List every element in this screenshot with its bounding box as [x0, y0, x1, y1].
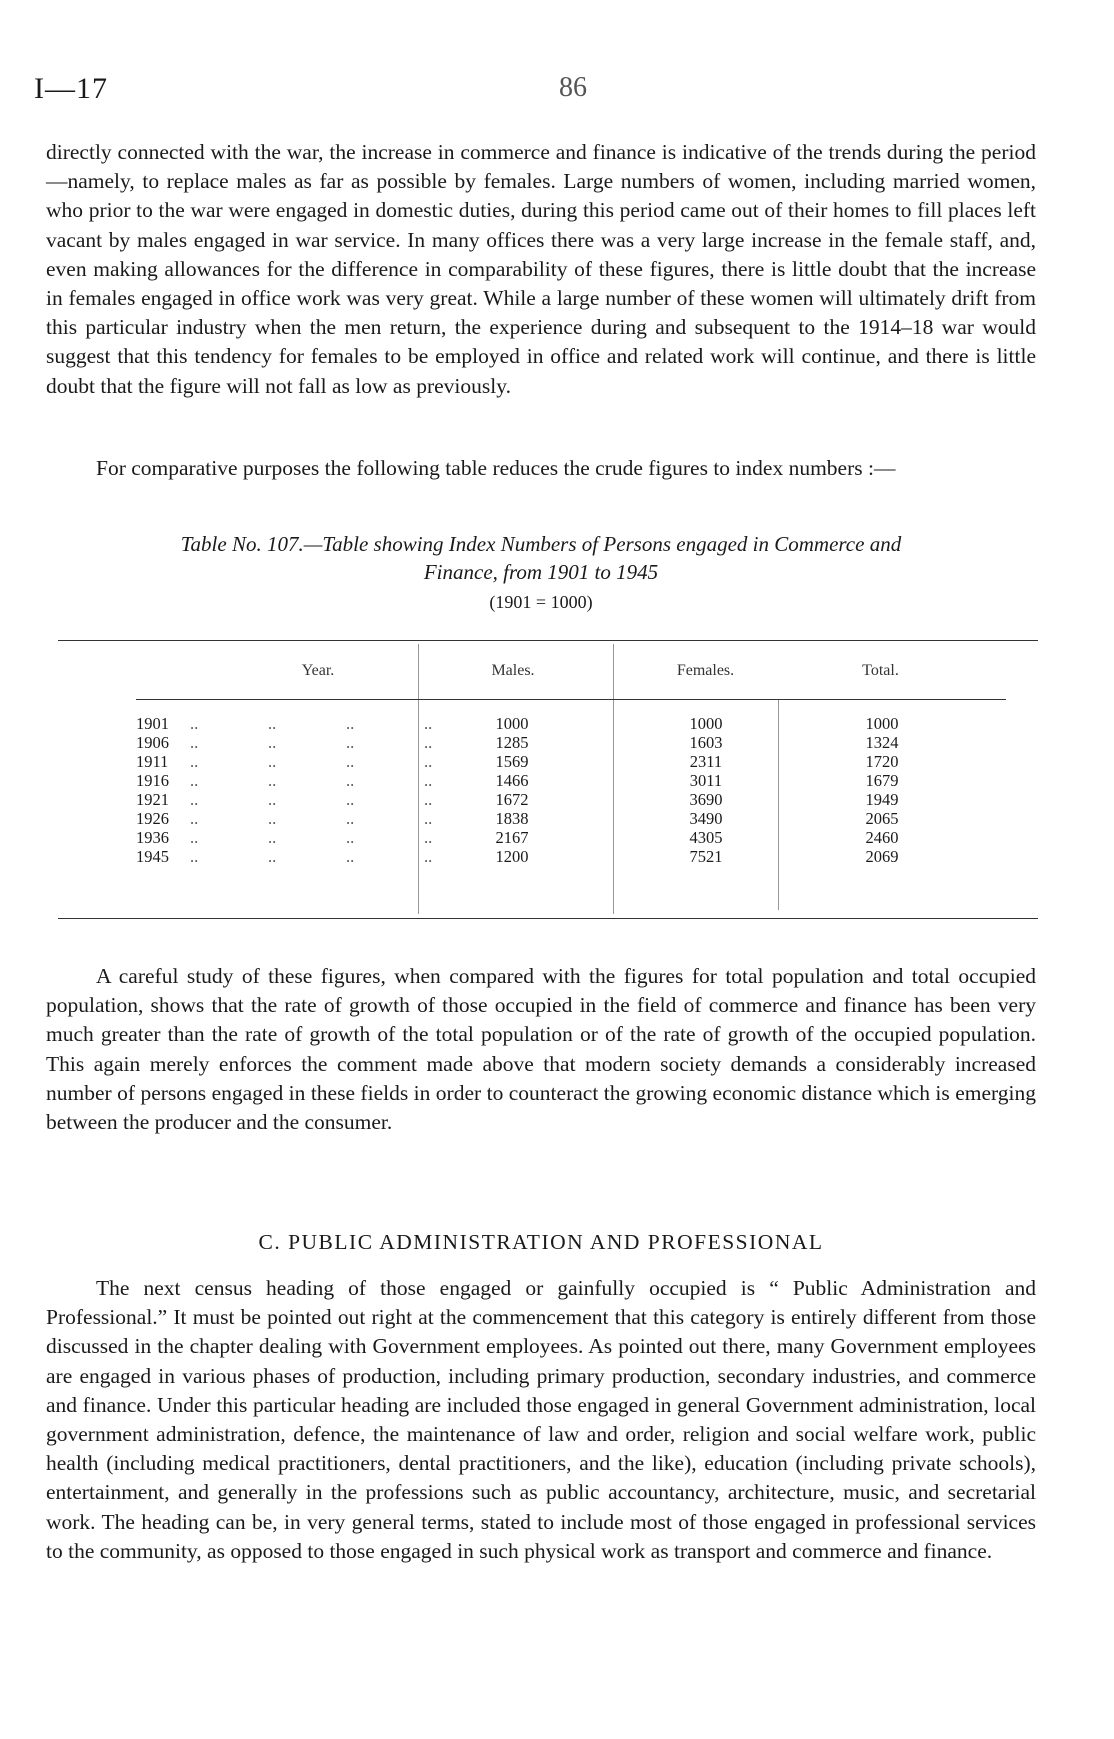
total-cell: 1949 [865, 790, 899, 809]
males-cell: 1466 [495, 771, 529, 790]
males-cell: 1285 [495, 733, 529, 752]
total-cell: 1679 [865, 771, 899, 790]
table-row [58, 829, 1038, 847]
table-header-rule [136, 699, 1006, 700]
year-cell: 1901 [136, 714, 169, 733]
column-header-females: Females. [676, 662, 735, 679]
females-cell: 3011 [689, 771, 723, 790]
page-header [34, 72, 1034, 112]
index-numbers-table [58, 640, 1038, 920]
males-cell: 1200 [495, 847, 529, 866]
year-cell: 1945 [136, 847, 169, 866]
paragraph-index-intro: For comparative purposes the following table reduces the crude figures to index numbers :— [96, 456, 896, 480]
table-row [58, 734, 1038, 752]
year-cell: 1921 [136, 790, 169, 809]
leader-dots: .. .. .. .. [190, 828, 433, 847]
females-cell: 2311 [689, 752, 723, 771]
table-row [58, 753, 1038, 771]
table-row [58, 791, 1038, 809]
leader-dots: .. .. .. .. [190, 771, 433, 790]
leader-dots: .. .. .. .. [190, 733, 433, 752]
paragraph-public-administration: The next census heading of those engaged or gainfully occupied is “ Public Administration and Professional.” It must be pointed out right at the commencement that this category is entirely different from those discussed in the chapter dealing with Government employees. As pointed out there, many Government employees are engaged in various phases of production, including primary production, secondary industries, and commerce and finance. Under this particular heading are included those engaged in general Government administration, local government administration, defence, the maintenance of law and order, religion and social welfare work, public health (including medical practitioners, dental practitioners, and the like), education (including private schools), entertainment, and generally in the professions such as public accountancy, architecture, music, and secretarial work. The heading can be, in very general terms, stated to include most of those engaged in professional services to the community, as opposed to those engaged in such physical work as transport and commerce and finance. [46, 1276, 1036, 1563]
year-cell: 1911 [136, 752, 169, 771]
total-cell: 2065 [865, 809, 899, 828]
table-top-rule [58, 640, 1038, 641]
year-cell: 1906 [136, 733, 169, 752]
table-bottom-rule [58, 918, 1038, 919]
total-cell: 2460 [865, 828, 899, 847]
table-base-note: (1901 = 1000) [489, 592, 593, 612]
page-number: 86 [559, 72, 587, 103]
total-cell: 2069 [865, 847, 899, 866]
leader-dots: .. .. .. .. [190, 847, 433, 866]
column-header-total: Total. [862, 662, 899, 679]
year-cell: 1916 [136, 771, 169, 790]
total-cell: 1000 [865, 714, 899, 733]
year-cell: 1926 [136, 809, 169, 828]
males-cell: 2167 [495, 828, 529, 847]
females-cell: 1603 [689, 733, 723, 752]
males-cell: 1672 [495, 790, 529, 809]
column-header-year: Year. [301, 662, 335, 679]
females-cell: 3690 [689, 790, 723, 809]
leader-dots: .. .. .. .. [190, 714, 433, 733]
column-header-males: Males. [491, 662, 535, 679]
table-caption-line-2: Finance, from 1901 to 1945 [423, 560, 659, 584]
table-row [58, 848, 1038, 866]
table-row [58, 715, 1038, 733]
females-cell: 4305 [689, 828, 723, 847]
document-reference: I—17 [34, 72, 108, 105]
males-cell: 1000 [495, 714, 529, 733]
leader-dots: .. .. .. .. [190, 790, 433, 809]
year-cell: 1936 [136, 828, 169, 847]
table-row [58, 772, 1038, 790]
leader-dots: .. .. .. .. [190, 809, 433, 828]
leader-dots: .. .. .. .. [190, 752, 433, 771]
table-row [58, 810, 1038, 828]
table-caption-line-1: Table No. 107.—Table showing Index Numbers of Persons engaged in Commerce and [180, 532, 902, 556]
table-caption [46, 530, 1036, 586]
females-cell: 7521 [689, 847, 723, 866]
males-cell: 1838 [495, 809, 529, 828]
total-cell: 1324 [865, 733, 899, 752]
paragraph-women-in-commerce: directly connected with the war, the increase in commerce and finance is indicative of the trends during the period—namely, to replace males as far as possible by females. Large numbers of women, including married women, who prior to the war were engaged in domestic duties, during this period came out of their homes to fill places left vacant by males engaged in war service. In many offices there was a very large increase in the female staff, and, even making allowances for the difference in comparability of these figures, there is little doubt that the increase in females engaged in office work was very great. While a large number of these women will ultimately drift from this particular industry when the men return, the experience during and subsequent to the 1914–18 war would suggest that this tendency for females to be employed in office and related work will continue, and there is little doubt that the figure will not fall as low as previously. [46, 140, 1036, 398]
females-cell: 1000 [689, 714, 723, 733]
total-cell: 1720 [865, 752, 899, 771]
paragraph-growth-comparison: A careful study of these figures, when compared with the figures for total population and total occupied population, shows that the rate of growth of those occupied in the field of commerce and finance has been very much greater than the rate of growth of the total population or of the rate of growth of the occupied population. This again merely enforces the comment made above that modern society demands a considerably increased number of persons engaged in these fields in order to counteract the growing economic distance which is emerging between the producer and the consumer. [46, 964, 1036, 1135]
section-heading: C. PUBLIC ADMINISTRATION AND PROFESSIONAL [258, 1230, 824, 1254]
males-cell: 1569 [495, 752, 529, 771]
females-cell: 3490 [689, 809, 723, 828]
